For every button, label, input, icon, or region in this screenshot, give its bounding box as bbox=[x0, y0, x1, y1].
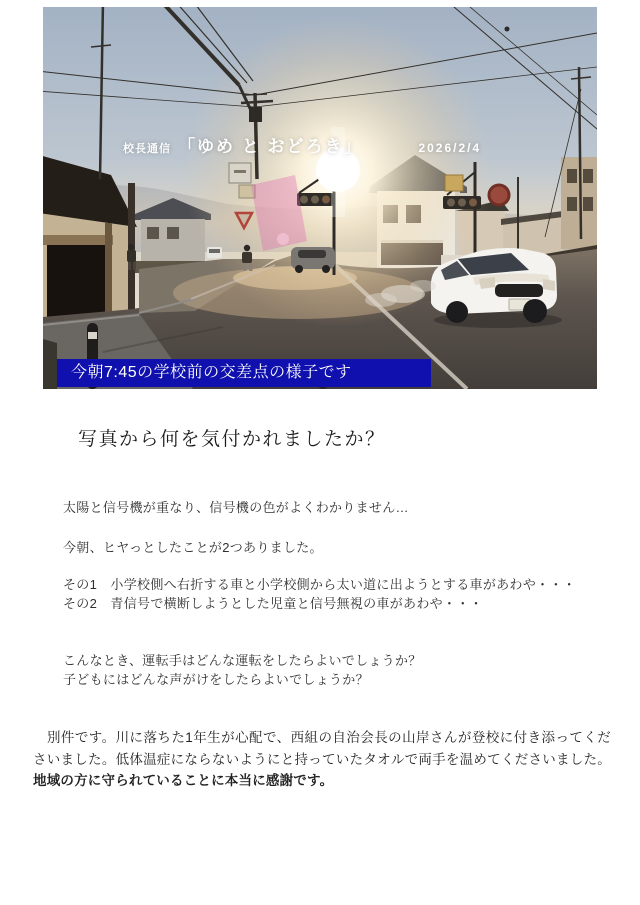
intersection-photo bbox=[43, 7, 597, 389]
question-driver: こんなとき、運転手はどんな運転をしたらよいでしょうか？ bbox=[63, 653, 422, 668]
question-heading: 写真から何を気付かれましたか？ bbox=[78, 429, 386, 450]
incident-2: その2 青信号で横断しようとした児童と信号無視の車があわや・・・ bbox=[63, 596, 483, 611]
intro-text: 今朝、ヒヤっとしたことが2つありました。 bbox=[63, 540, 323, 555]
note-text: 別件です。川に落ちた1年生が心配で、西組の自治会長の山岸さんが登校に付き添ってくださいました。低体温症にならないようにと持っていたタオルで両手を温めてくださいました。 bbox=[33, 730, 611, 767]
incident-1: その1 小学校側へ右折する車と小学校側から太い道に出ようとする車があわや・・・ bbox=[63, 577, 576, 592]
incident-list bbox=[63, 575, 576, 613]
intersection-photo-art bbox=[43, 7, 597, 389]
note-paragraph bbox=[33, 727, 611, 792]
photo-header bbox=[123, 132, 481, 157]
note-bold-text: 地域の方に守られていることに本当に感謝です。 bbox=[33, 773, 334, 788]
photo-caption: 今朝7:45の学校前の交差点の様子です bbox=[57, 359, 431, 387]
newsletter-date: 2026/2/4 bbox=[418, 141, 482, 155]
observation-text: 太陽と信号機が重なり、信号機の色がよくわかりません… bbox=[63, 500, 409, 515]
lens-flare-spot bbox=[277, 233, 289, 245]
newsletter-title: 「ゆめ と おどろき」 bbox=[178, 137, 363, 156]
question-children: 子どもにはどんな声がけをしたらよいでしょうか？ bbox=[63, 672, 369, 687]
reflection-questions bbox=[63, 651, 422, 689]
newsletter-name: 校長通信 bbox=[123, 143, 171, 155]
